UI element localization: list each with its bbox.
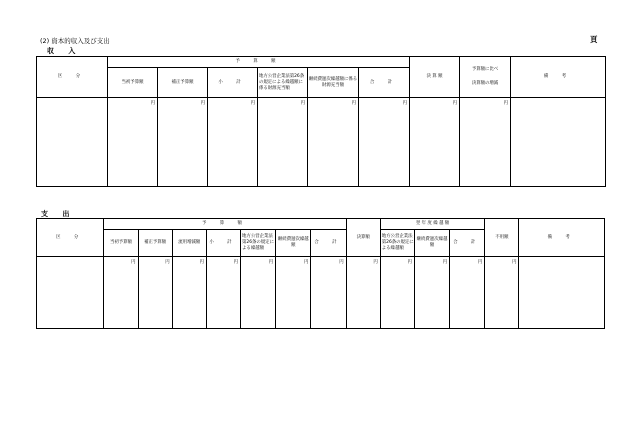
expenditure-col-category: 区 分: [37, 219, 104, 257]
income-unit-cell: 円: [258, 98, 308, 187]
income-col-settlement: 決 算 額: [410, 57, 460, 98]
income-col-compare-bottom: 決算額の増減: [471, 81, 499, 86]
expenditure-col-carryover-total: 合 計: [450, 230, 485, 257]
expenditure-section-label: 支 出: [41, 210, 76, 218]
income-section-label: 収 入: [47, 47, 82, 55]
expenditure-unit-cell: 円: [346, 257, 380, 329]
income-unit-cell: 円: [158, 98, 208, 187]
expenditure-unit-cell: 円: [241, 257, 276, 329]
income-unit-cell: 円: [308, 98, 359, 187]
expenditure-unit-cell: 円: [311, 257, 346, 329]
income-unit-cell: 円: [359, 98, 410, 187]
expenditure-unit-cell: 円: [414, 257, 449, 329]
expenditure-unit-cell: 円: [485, 257, 519, 329]
expenditure-col-total: 合 計: [311, 230, 346, 257]
sheet-title: (2) 資本的収入及び支出: [40, 37, 110, 45]
expenditure-col-supplementary: 補正予算額: [138, 230, 172, 257]
expenditure-unit-cell: 円: [276, 257, 311, 329]
expenditure-unit-cell: 円: [450, 257, 485, 329]
income-col-local-enterprise: 地方公営企業法第26条の規定による繰越額に係る財源充当額: [258, 68, 308, 98]
income-unit-cell: 円: [208, 98, 258, 187]
income-col-compare: [460, 57, 511, 98]
expenditure-table: [36, 218, 605, 329]
income-col-supplementary: 補正予算額: [158, 68, 208, 98]
expenditure-body-remarks: [519, 257, 605, 329]
income-col-initial: 当初予算額: [108, 68, 158, 98]
expenditure-unit-cell: 円: [206, 257, 240, 329]
income-unit-cell: 円: [108, 98, 158, 187]
expenditure-col-carryover-local: 地方公営企業法第26条の規定による繰越額: [380, 230, 414, 257]
expenditure-col-initial: 当初予算額: [104, 230, 138, 257]
income-table: [36, 56, 606, 187]
expenditure-unit-cell: 円: [138, 257, 172, 329]
income-unit-cell: 円: [460, 98, 511, 187]
expenditure-col-subtotal: 小 計: [206, 230, 240, 257]
income-col-total: 合 計: [359, 68, 410, 98]
expenditure-col-unused: 不用額: [485, 219, 519, 257]
income-col-continuing: 継続費逓次繰越額に係る財源充当額: [308, 68, 359, 98]
expenditure-unit-cell: 円: [380, 257, 414, 329]
income-col-subtotal: 小 計: [208, 68, 258, 98]
expenditure-col-continuing: 継続費逓次繰越額: [276, 230, 311, 257]
income-body-category: [37, 98, 108, 187]
income-col-category: 区 分: [37, 57, 108, 98]
expenditure-group-carryover: 翌 年 度 繰 越 額: [380, 219, 485, 230]
income-body-remarks: [511, 98, 606, 187]
expenditure-unit-cell: 円: [104, 257, 138, 329]
expenditure-body-category: [37, 257, 104, 329]
income-group-budget: 予 算 額: [108, 57, 410, 68]
expenditure-col-local-enterprise: 地方公営企業法第26条の規定による繰越額: [241, 230, 276, 257]
income-col-compare-top: 予算額に比べ: [471, 67, 499, 72]
page-mark: 頁: [590, 35, 598, 44]
income-col-remarks: 備 考: [511, 57, 606, 98]
expenditure-group-budget: 予 算 額: [104, 219, 346, 230]
expenditure-col-remarks: 備 考: [519, 219, 605, 257]
expenditure-col-settlement: 決算額: [346, 219, 380, 257]
expenditure-unit-cell: 円: [172, 257, 206, 329]
income-unit-cell: 円: [410, 98, 460, 187]
expenditure-col-carryover-continuing: 継続費逓次繰越額: [414, 230, 449, 257]
expenditure-col-transfer: 流用増減額: [172, 230, 206, 257]
